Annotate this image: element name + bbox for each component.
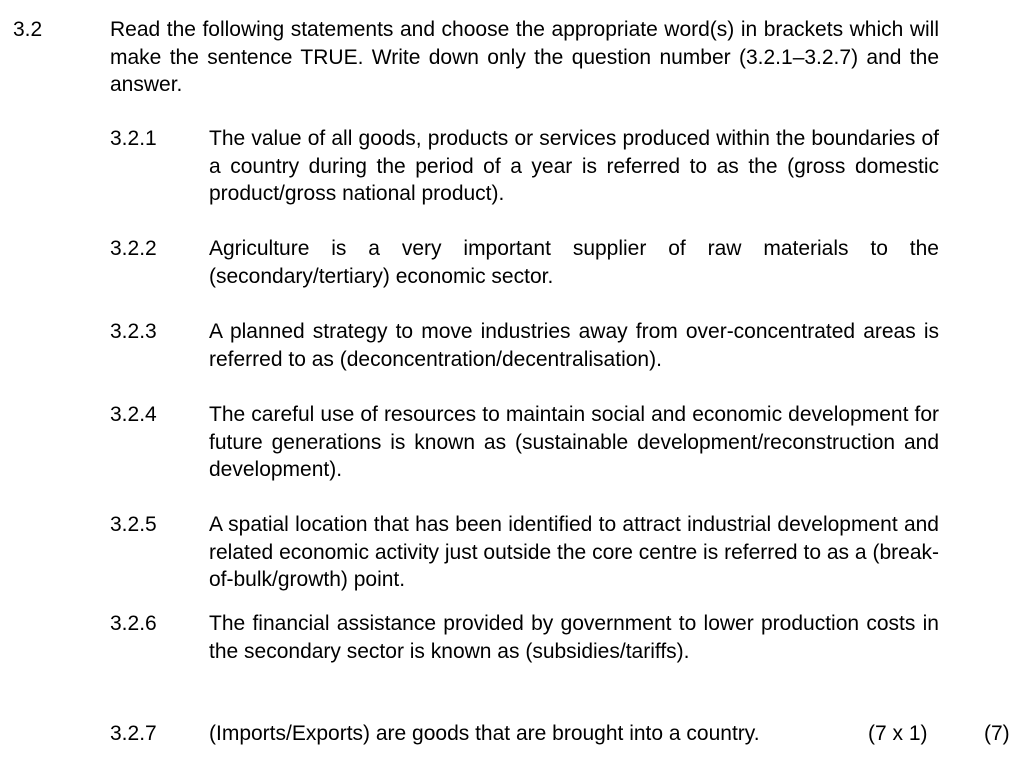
item-number: 3.2.3 — [110, 320, 157, 343]
item-number: 3.2.5 — [110, 513, 157, 536]
item-text: (Imports/Exports) are goods that are brought into a country. — [209, 722, 760, 745]
item-number: 3.2.6 — [110, 612, 157, 635]
item-text: The financial assistance provided by government to lower production costs in the secondary sector is known as (subsidies/tariffs). — [209, 612, 939, 663]
item-text: The careful use of resources to maintain social and economic development for future generations is known as (sustainable development/reconstruction and development). — [209, 403, 939, 481]
question-number: 3.2 — [13, 18, 43, 41]
item-text: A spatial location that has been identified to attract industrial development and related economic activity just outside the core centre is referred to as a (break-of-bulk/growth) point. — [209, 513, 939, 591]
item-number: 3.2.4 — [110, 403, 157, 426]
item-number: 3.2.7 — [110, 722, 157, 745]
marks-breakdown: (7 x 1) — [868, 722, 928, 745]
question-instruction: Read the following statements and choose the appropriate word(s) in brackets which will make the sentence TRUE. Write down only the question number (3.2.1–3.2.7) and the answer. — [110, 18, 939, 96]
marks-total: (7) — [984, 722, 1010, 745]
item-text: A planned strategy to move industries away from over-concentrated areas is referred to as (deconcentration/decentralisation). — [209, 320, 939, 371]
item-text: The value of all goods, products or services produced within the boundaries of a country during the period of a year is referred to as the (gross domestic product/gross national product). — [209, 127, 939, 205]
item-number: 3.2.1 — [110, 127, 157, 150]
item-number: 3.2.2 — [110, 237, 157, 260]
item-text: Agriculture is a very important supplier of raw materials to the (secondary/tertiary) economic sector. — [209, 237, 939, 288]
